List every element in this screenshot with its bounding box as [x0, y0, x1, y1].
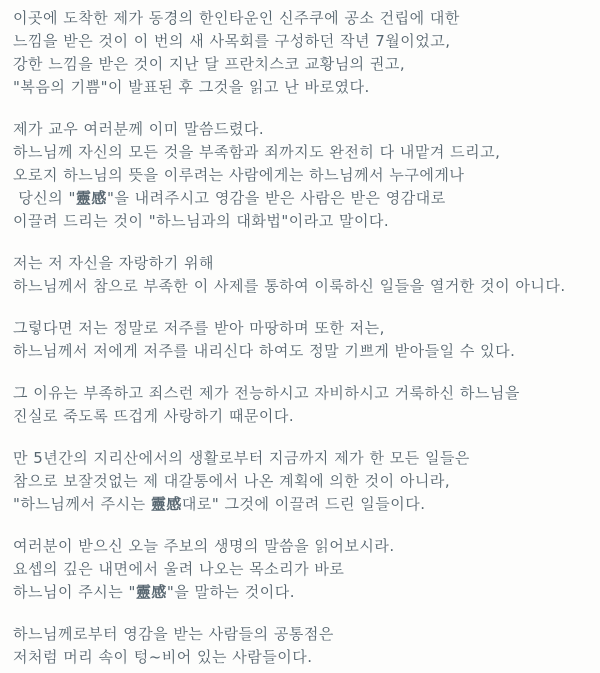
text-line [13, 535, 590, 558]
text-line [13, 252, 590, 275]
text-segment: 당신의 " [13, 189, 76, 207]
paragraph [13, 7, 590, 99]
text-line [13, 317, 590, 340]
paragraph [13, 535, 590, 604]
text-line [13, 646, 590, 669]
text-segment: 하느님께서 참으로 부족한 이 사제를 통하여 이룩하신 일들을 열거한 것이 아니다. [13, 277, 566, 295]
text-segment: 이곳에 도착한 제가 동경의 한인타운인 신주쿠에 공소 건립에 대한 [13, 9, 460, 27]
text-segment: 이끌려 드리는 것이 "하느님과의 대화법"이라고 말이다. [13, 212, 390, 230]
text-line [13, 141, 590, 164]
text-segment: 하느님께로부터 영감을 받는 사람들의 공통점은 [13, 625, 334, 643]
text-line [13, 581, 590, 604]
text-segment: 하느님께 자신의 모든 것을 부족함과 죄까지도 완전히 다 내맡겨 드리고, [13, 143, 501, 161]
text-segment: 여러분이 받으신 오늘 주보의 생명의 말씀을 읽어보시라. [13, 537, 395, 555]
paragraph [13, 382, 590, 428]
paragraph [13, 252, 590, 298]
text-segment: 요셉의 깊은 내면에서 울려 나오는 목소리가 바로 [13, 560, 345, 578]
text-line [13, 405, 590, 428]
text-line [13, 447, 590, 470]
text-segment: 저는 저 자신을 자랑하기 위해 [13, 254, 214, 272]
text-line [13, 493, 590, 516]
text-segment: 느낌을 받은 것이 이 번의 새 사목회를 구성하던 작년 7월이었고, [13, 32, 451, 50]
paragraph [13, 623, 590, 669]
text-line [13, 340, 590, 363]
text-segment: "을 말하는 것이다. [166, 583, 296, 601]
paragraph [13, 317, 590, 363]
text-line [13, 623, 590, 646]
text-segment: "을 내려주시고 영감을 받은 사람은 받은 영감대로 [106, 189, 446, 207]
text-segment: 제가 교우 여러분께 이미 말씀드렸다. [13, 120, 265, 138]
text-segment: 저처럼 머리 속이 텅~비어 있는 사람들이다. [13, 648, 313, 666]
text-segment: 그렇다면 저는 정말로 저주를 받아 마땅하며 또한 저는, [13, 319, 385, 337]
text-segment: 강한 느낌을 받은 것이 지난 달 프란치스코 교황님의 권고, [13, 55, 406, 73]
text-segment: 만 5년간의 지리산에서의 생활로부터 지금까지 제가 한 모든 일들은 [13, 449, 470, 467]
text-segment: 오로지 하느님의 뜻을 이루려는 사람에게는 하느님께서 누구에게나 [13, 166, 465, 184]
emphasized-hanja-text: 靈感 [75, 189, 107, 207]
text-line [13, 470, 590, 493]
text-segment: 대로" 그것에 이끌려 드린 일들이다. [181, 495, 426, 513]
text-segment: 하느님이 주시는 " [13, 583, 136, 601]
text-line [13, 7, 590, 30]
text-segment: 참으로 보잘것없는 제 대갈통에서 나온 계획에 의한 것이 아니라, [13, 472, 451, 490]
text-segment: 하느님께서 저에게 저주를 내리신다 하여도 정말 기쁘게 받아들일 수 있다. [13, 342, 516, 360]
text-segment: 그 이유는 부족하고 죄스런 제가 전능하시고 자비하시고 거룩하신 하느님을 [13, 384, 520, 402]
emphasized-hanja-text: 靈感 [150, 495, 182, 513]
text-line [13, 53, 590, 76]
paragraph [13, 118, 590, 233]
text-line [13, 164, 590, 187]
text-line [13, 118, 590, 141]
text-segment: "복음의 기쁨"이 발표된 후 그것을 읽고 난 바로였다. [13, 78, 370, 96]
text-line [13, 382, 590, 405]
emphasized-hanja-text: 靈感 [135, 583, 167, 601]
text-segment: 진실로 죽도록 뜨겁게 사랑하기 때문이다. [13, 407, 295, 425]
text-line [13, 558, 590, 581]
text-line [13, 210, 590, 233]
text-line [13, 76, 590, 99]
text-line [13, 275, 590, 298]
text-line [13, 30, 590, 53]
text-segment: "하느님께서 주시는 [13, 495, 151, 513]
paragraph [13, 447, 590, 516]
text-line [13, 187, 590, 210]
